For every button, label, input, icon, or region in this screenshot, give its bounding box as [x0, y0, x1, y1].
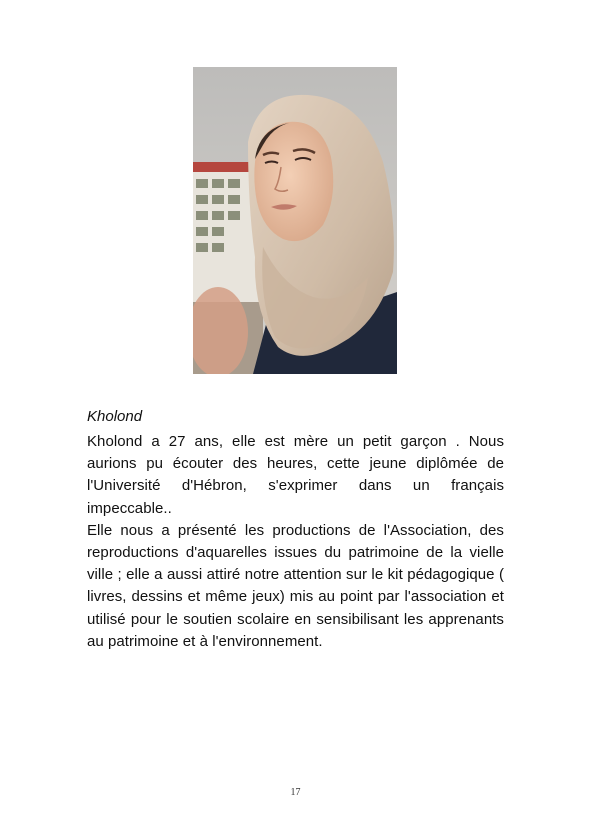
paragraph: Elle nous a présenté les productions de l'Association, des reproductions d'aquarelles issues du patrimoine de la vielle ville ; elle a aussi attiré notre attention sur le kit pédagogique ( livres, dessins et même jeux) mis au point par l'association et utilisé pour le soutien scolaire en sensibilisant les apprenants au patrimoine et à l'environnement.	[87, 521, 504, 650]
portrait-photo	[193, 67, 397, 374]
article-body	[87, 431, 504, 653]
page-number: 17	[290, 787, 301, 798]
paragraph: Kholond a 27 ans, elle est mère un petit garçon . Nous aurions pu écouter des heures, cette jeune diplômée de l'Université d'Hébron, s'exprimer dans un français impeccable..	[87, 433, 504, 517]
photo-caption: Kholond	[87, 408, 143, 425]
